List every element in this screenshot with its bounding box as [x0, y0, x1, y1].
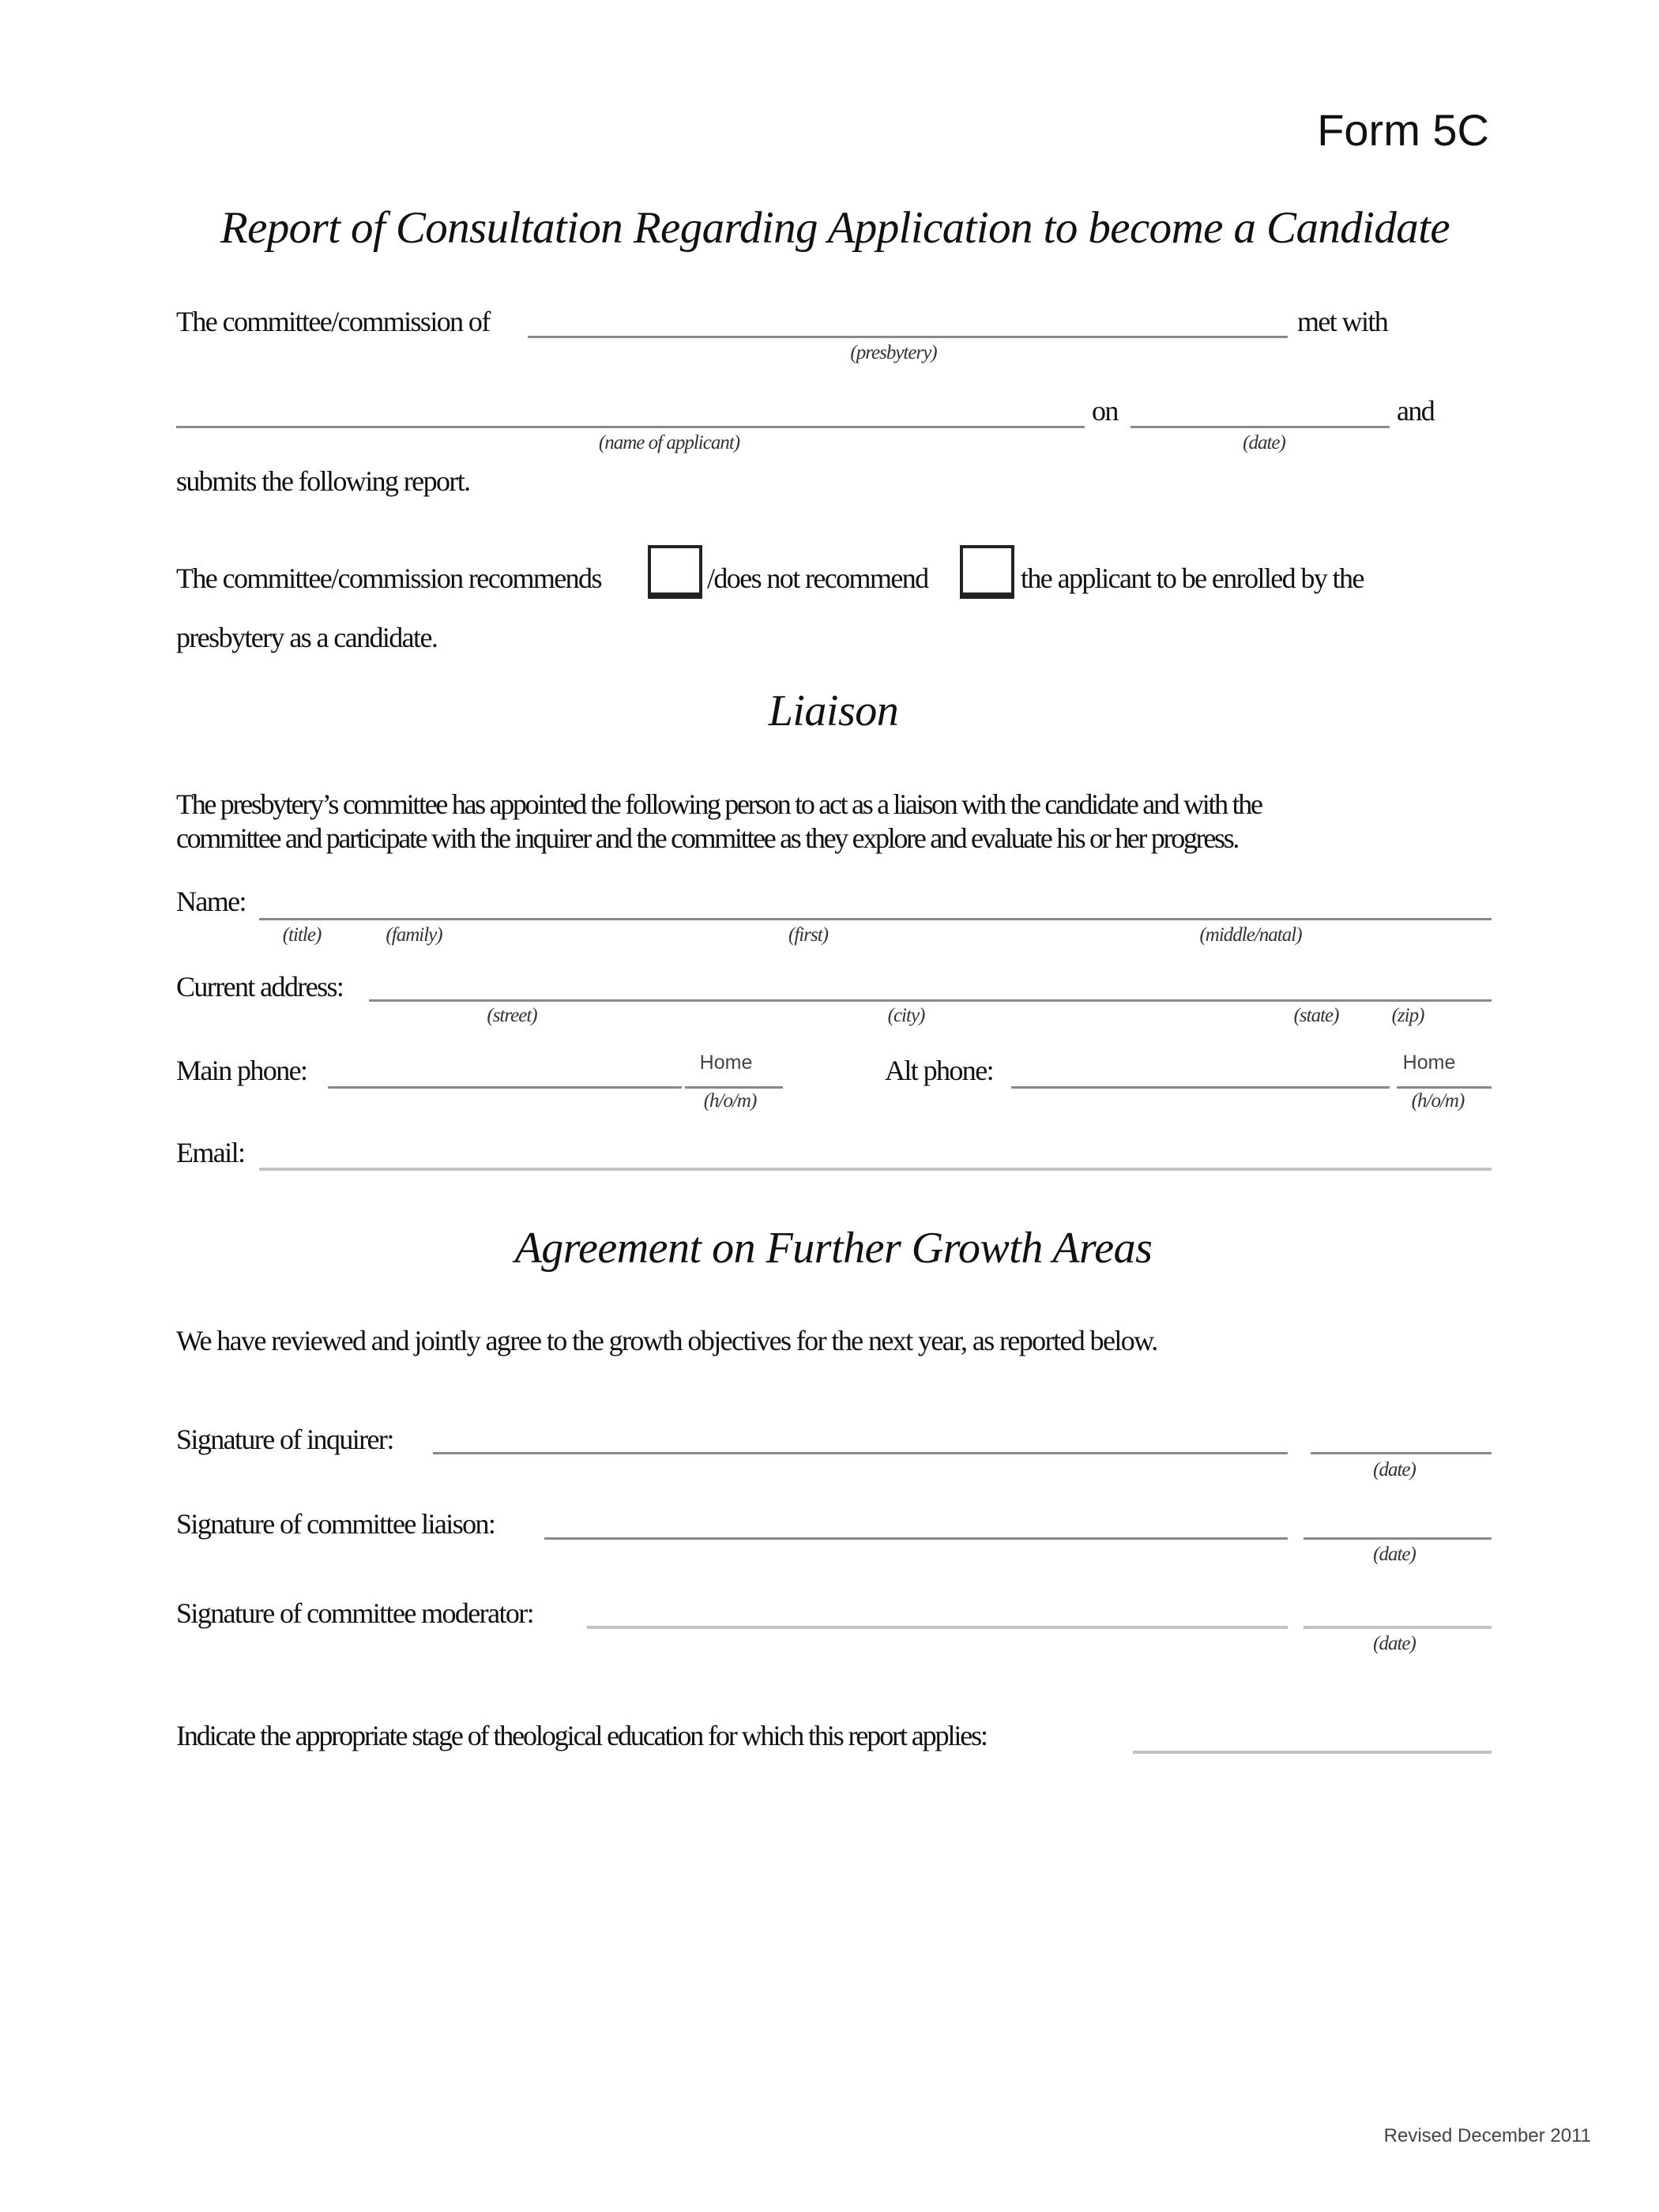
agreement-statement: We have reviewed and jointly agree to the growth objectives for the next year, as reported below.: [176, 1325, 1157, 1356]
meeting-date-field[interactable]: [1130, 426, 1390, 428]
name-sublabel-middle: (middle/natal): [1199, 924, 1302, 946]
applicant-sublabel: (name of applicant): [598, 432, 740, 453]
name-label: Name:: [176, 886, 246, 917]
alt-phone-field[interactable]: [1011, 1086, 1390, 1089]
met-with-label: met with: [1297, 306, 1388, 337]
candidate-text: presbytery as a candidate.: [176, 622, 438, 653]
name-sublabel-first: (first): [788, 924, 828, 946]
signature-liaison-date-label: (date): [1373, 1544, 1416, 1565]
signature-moderator-field[interactable]: [587, 1626, 1288, 1629]
stage-label: Indicate the appropriate stage of theological education for which this report applies:: [176, 1720, 987, 1751]
signature-inquirer-label: Signature of inquirer:: [176, 1424, 393, 1455]
email-field[interactable]: [259, 1168, 1492, 1171]
liaison-heading: Liaison: [768, 687, 899, 735]
name-sublabel-title: (title): [282, 924, 322, 946]
name-sublabel-family: (family): [386, 924, 442, 946]
main-phone-field[interactable]: [328, 1086, 682, 1089]
submits-report-text: submits the following report.: [176, 465, 470, 497]
address-label: Current address:: [176, 971, 344, 1003]
alt-phone-type-field[interactable]: [1397, 1086, 1492, 1089]
recommend-checkbox[interactable]: [648, 545, 702, 599]
signature-inquirer-date-label: (date): [1373, 1459, 1416, 1480]
address-sublabel-zip: (zip): [1391, 1005, 1424, 1026]
date-sublabel: (date): [1243, 432, 1285, 453]
main-phone-type: Home: [699, 1051, 753, 1074]
enrolled-label: the applicant to be enrolled by the: [1021, 562, 1364, 594]
main-phone-type-sublabel: (h/o/m): [703, 1090, 757, 1112]
agreement-heading: Agreement on Further Growth Areas: [514, 1224, 1153, 1273]
alt-phone-label: Alt phone:: [885, 1055, 993, 1086]
signature-moderator-label: Signature of committee moderator:: [176, 1597, 534, 1629]
page-title: Report of Consultation Regarding Application to become a Candidate: [220, 203, 1450, 253]
does-not-recommend-label: /does not recommend: [707, 562, 928, 594]
applicant-name-field[interactable]: [176, 426, 1085, 428]
liaison-paragraph-line1: The presbytery’s committee has appointed the following person to act as a liaison with the candidate and with the: [176, 788, 1262, 820]
address-field[interactable]: [369, 999, 1492, 1002]
address-sublabel-state: (state): [1293, 1005, 1339, 1026]
on-label: on: [1092, 395, 1118, 427]
committee-of-label: The committee/commission of: [176, 306, 490, 337]
signature-liaison-label: Signature of committee liaison:: [176, 1508, 495, 1540]
presbytery-sublabel: (presbytery): [850, 342, 937, 363]
address-sublabel-city: (city): [887, 1005, 925, 1026]
signature-inquirer-field[interactable]: [433, 1452, 1288, 1454]
not-recommend-checkbox[interactable]: [960, 545, 1014, 599]
email-label: Email:: [176, 1137, 245, 1168]
alt-phone-type: Home: [1402, 1051, 1456, 1074]
signature-liaison-date-field[interactable]: [1304, 1537, 1492, 1540]
recommends-label: The committee/commission recommends: [176, 562, 601, 594]
revised-date: Revised December 2011: [1383, 2125, 1591, 2146]
signature-inquirer-date-field[interactable]: [1311, 1452, 1492, 1454]
main-phone-label: Main phone:: [176, 1055, 307, 1086]
presbytery-field[interactable]: [528, 336, 1288, 338]
signature-moderator-date-field[interactable]: [1304, 1626, 1492, 1629]
signature-moderator-date-label: (date): [1373, 1633, 1416, 1654]
alt-phone-type-sublabel: (h/o/m): [1411, 1090, 1465, 1112]
main-phone-type-field[interactable]: [685, 1086, 783, 1089]
liaison-name-field[interactable]: [259, 918, 1492, 920]
stage-field[interactable]: [1133, 1751, 1492, 1754]
address-sublabel-street: (street): [487, 1005, 537, 1026]
and-label: and: [1397, 395, 1435, 427]
signature-liaison-field[interactable]: [544, 1537, 1288, 1540]
liaison-paragraph-line2: committee and participate with the inquirer and the committee as they explore and evaluate his or her progress.: [176, 822, 1239, 854]
form-number: Form 5C: [1317, 105, 1489, 155]
